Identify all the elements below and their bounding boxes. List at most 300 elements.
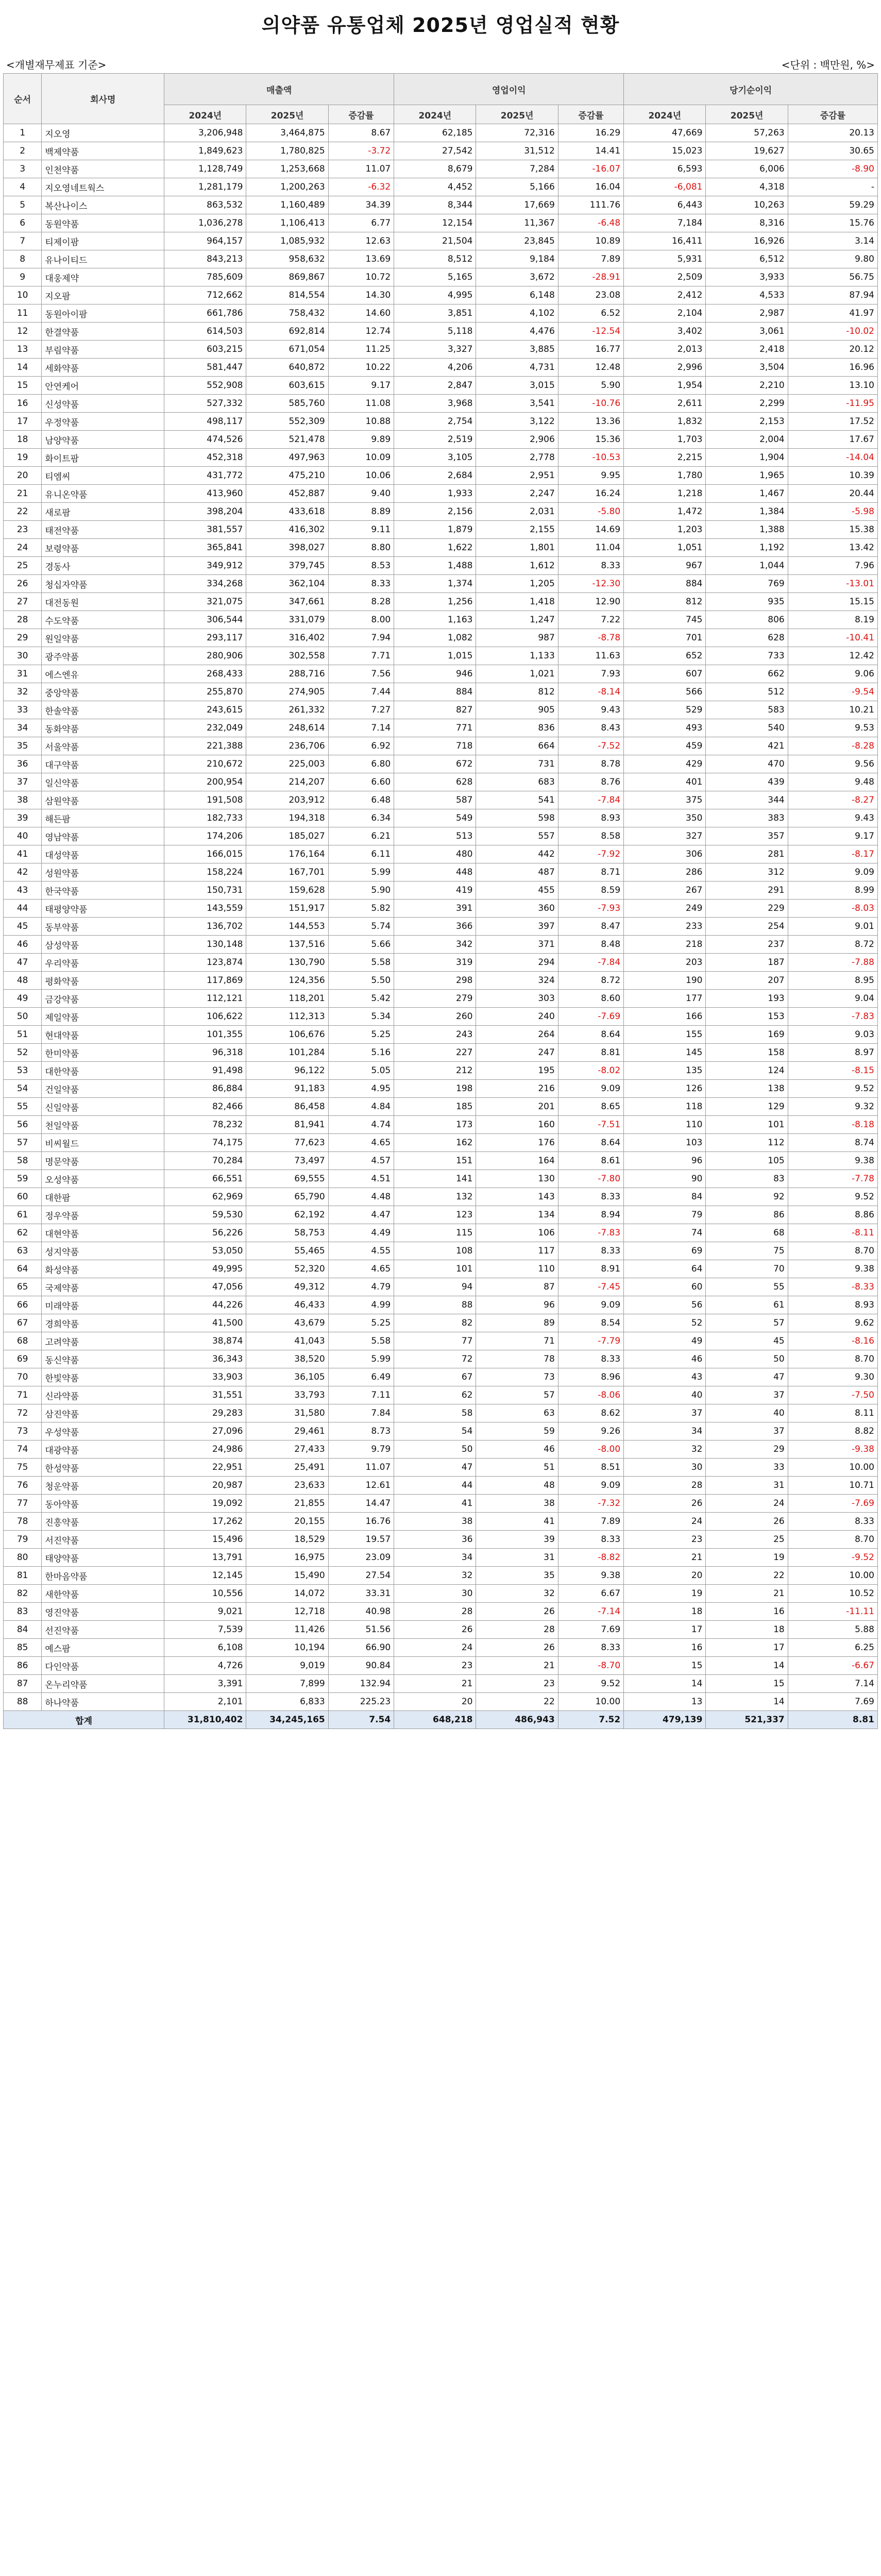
cell-net-2024: 884 [624, 575, 706, 593]
cell-net-2024: 1,703 [624, 431, 706, 449]
cell-op-2025: 160 [476, 1116, 558, 1134]
cell-op-2024: 448 [394, 863, 476, 882]
cell-net-2024: 145 [624, 1044, 706, 1062]
table-row [4, 629, 878, 647]
cell-company: 일신약품 [42, 773, 164, 791]
cell-net-2025: 14 [706, 1693, 788, 1711]
cell-net-2025: 2,299 [706, 395, 788, 413]
table-row [4, 1134, 878, 1152]
cell-net-2024: 20 [624, 1567, 706, 1585]
cell-net-growth: -7.78 [788, 1170, 877, 1188]
cell-company: 진흥약품 [42, 1513, 164, 1531]
cell-net-2025: 3,933 [706, 268, 788, 286]
cell-sales-growth: 5.82 [328, 900, 394, 918]
table-row [4, 1422, 878, 1440]
cell-net-2025: 129 [706, 1098, 788, 1116]
cell-sales-2025: 585,760 [246, 395, 328, 413]
cell-op-2025: 31 [476, 1549, 558, 1567]
cell-op-2025: 2,155 [476, 521, 558, 539]
cell-company: 티엠씨 [42, 467, 164, 485]
cell-company: 천일약품 [42, 1116, 164, 1134]
cell-net-2025: 540 [706, 719, 788, 737]
table-row [4, 232, 878, 250]
cell-sales-2024: 381,557 [164, 521, 246, 539]
cell-op-growth: 8.33 [558, 1639, 623, 1657]
cell-net-2025: 207 [706, 972, 788, 990]
cell-no: 17 [4, 413, 42, 431]
cell-op-growth: 8.76 [558, 773, 623, 791]
cell-net-2025: 21 [706, 1585, 788, 1603]
cell-net-2025: 169 [706, 1026, 788, 1044]
cell-sales-2024: 136,702 [164, 918, 246, 936]
table-row [4, 1621, 878, 1639]
cell-company: 새한약품 [42, 1585, 164, 1603]
cell-company: 경동사 [42, 557, 164, 575]
cell-no: 53 [4, 1062, 42, 1080]
cell-sales-2025: 10,194 [246, 1639, 328, 1657]
cell-net-2025: 105 [706, 1152, 788, 1170]
cell-net-growth: 9.56 [788, 755, 877, 773]
cell-op-2024: 123 [394, 1206, 476, 1224]
cell-sales-2024: 143,559 [164, 900, 246, 918]
cell-op-2025: 106 [476, 1224, 558, 1242]
cell-op-2025: 1,247 [476, 611, 558, 629]
cell-company: 제일약품 [42, 1008, 164, 1026]
cell-net-2024: 23 [624, 1531, 706, 1549]
cell-op-growth: 7.69 [558, 1621, 623, 1639]
cell-net-growth: 7.96 [788, 557, 877, 575]
cell-no: 42 [4, 863, 42, 882]
cell-op-growth: 11.63 [558, 647, 623, 665]
cell-sales-2024: 47,056 [164, 1278, 246, 1296]
cell-net-growth: 9.17 [788, 827, 877, 845]
cell-sales-growth: 6.48 [328, 791, 394, 809]
cell-op-2024: 132 [394, 1188, 476, 1206]
cell-net-2025: 628 [706, 629, 788, 647]
cell-no: 34 [4, 719, 42, 737]
cell-sales-2024: 66,551 [164, 1170, 246, 1188]
cell-net-2025: 6,512 [706, 250, 788, 268]
cell-op-2025: 9,184 [476, 250, 558, 268]
cell-no: 11 [4, 304, 42, 323]
cell-op-2024: 23 [394, 1657, 476, 1675]
cell-net-growth: 30.65 [788, 142, 877, 160]
cell-net-2024: 135 [624, 1062, 706, 1080]
cell-company: 안연케어 [42, 377, 164, 395]
cell-op-2024: 115 [394, 1224, 476, 1242]
cell-op-growth: 8.54 [558, 1314, 623, 1332]
cell-no: 83 [4, 1603, 42, 1621]
table-row [4, 1170, 878, 1188]
cell-net-growth: 10.52 [788, 1585, 877, 1603]
table-row [4, 954, 878, 972]
total-net-2024: 479,139 [624, 1711, 706, 1729]
cell-sales-growth: 7.14 [328, 719, 394, 737]
cell-net-growth: 9.48 [788, 773, 877, 791]
cell-net-2024: 52 [624, 1314, 706, 1332]
header-op-growth: 증감률 [558, 105, 623, 124]
cell-op-2025: 51 [476, 1459, 558, 1477]
cell-net-growth: 9.38 [788, 1260, 877, 1278]
cell-sales-2024: 19,092 [164, 1495, 246, 1513]
cell-op-2025: 1,612 [476, 557, 558, 575]
cell-op-growth: 8.93 [558, 809, 623, 827]
cell-sales-2025: 27,433 [246, 1440, 328, 1459]
cell-sales-2025: 11,426 [246, 1621, 328, 1639]
cell-net-2024: 14 [624, 1675, 706, 1693]
cell-op-2025: 2,778 [476, 449, 558, 467]
cell-op-growth: 16.04 [558, 178, 623, 196]
cell-net-2025: 18 [706, 1621, 788, 1639]
cell-net-2024: 286 [624, 863, 706, 882]
cell-company: 비씨월드 [42, 1134, 164, 1152]
cell-no: 88 [4, 1693, 42, 1711]
cell-net-growth: -8.28 [788, 737, 877, 755]
table-row [4, 196, 878, 214]
cell-sales-2024: 117,869 [164, 972, 246, 990]
cell-net-growth: 7.69 [788, 1693, 877, 1711]
cell-sales-2024: 964,157 [164, 232, 246, 250]
cell-net-2025: 806 [706, 611, 788, 629]
cell-sales-growth: 4.79 [328, 1278, 394, 1296]
cell-sales-2025: 29,461 [246, 1422, 328, 1440]
cell-op-growth: 8.33 [558, 1242, 623, 1260]
cell-net-2024: 49 [624, 1332, 706, 1350]
cell-company: 온누리약품 [42, 1675, 164, 1693]
table-row [4, 647, 878, 665]
cell-no: 27 [4, 593, 42, 611]
cell-net-2025: 421 [706, 737, 788, 755]
table-row [4, 1008, 878, 1026]
cell-company: 광주약품 [42, 647, 164, 665]
cell-sales-growth: 9.11 [328, 521, 394, 539]
cell-op-2025: 59 [476, 1422, 558, 1440]
cell-company: 신일약품 [42, 1098, 164, 1116]
cell-sales-2024: 210,672 [164, 755, 246, 773]
cell-no: 1 [4, 124, 42, 142]
cell-sales-2025: 73,497 [246, 1152, 328, 1170]
cell-op-growth: -12.30 [558, 575, 623, 593]
cell-net-2024: 90 [624, 1170, 706, 1188]
cell-op-2024: 27,542 [394, 142, 476, 160]
cell-sales-growth: 5.42 [328, 990, 394, 1008]
cell-company: 대한약품 [42, 1062, 164, 1080]
cell-company: 영진약품 [42, 1603, 164, 1621]
cell-op-growth: 9.43 [558, 701, 623, 719]
cell-no: 22 [4, 503, 42, 521]
cell-op-growth: 16.29 [558, 124, 623, 142]
cell-op-growth: -7.79 [558, 1332, 623, 1350]
cell-net-growth: 9.43 [788, 809, 877, 827]
cell-company: 삼원약품 [42, 791, 164, 809]
cell-op-2024: 1,163 [394, 611, 476, 629]
cell-net-growth: 41.97 [788, 304, 877, 323]
cell-sales-2025: 112,313 [246, 1008, 328, 1026]
cell-net-2024: 118 [624, 1098, 706, 1116]
cell-op-2025: 2,906 [476, 431, 558, 449]
cell-net-2024: 74 [624, 1224, 706, 1242]
cell-sales-growth: 12.63 [328, 232, 394, 250]
cell-sales-2025: 236,706 [246, 737, 328, 755]
cell-sales-growth: -3.72 [328, 142, 394, 160]
cell-net-2025: 470 [706, 755, 788, 773]
cell-no: 15 [4, 377, 42, 395]
cell-company: 삼진약품 [42, 1404, 164, 1422]
cell-net-growth: 10.39 [788, 467, 877, 485]
cell-op-growth: -16.07 [558, 160, 623, 178]
cell-no: 62 [4, 1224, 42, 1242]
table-body [4, 124, 878, 1711]
table-row [4, 918, 878, 936]
cell-op-2025: 2,247 [476, 485, 558, 503]
cell-op-2025: 3,541 [476, 395, 558, 413]
total-op-2025: 486,943 [476, 1711, 558, 1729]
cell-no: 87 [4, 1675, 42, 1693]
cell-net-growth: 9.01 [788, 918, 877, 936]
cell-net-growth: 8.97 [788, 1044, 877, 1062]
header-no: 순서 [4, 74, 42, 124]
cell-op-2025: 23,845 [476, 232, 558, 250]
cell-company: 선진약품 [42, 1621, 164, 1639]
cell-net-2024: 1,472 [624, 503, 706, 521]
cell-net-2024: 701 [624, 629, 706, 647]
cell-no: 76 [4, 1477, 42, 1495]
cell-sales-growth: 6.92 [328, 737, 394, 755]
table-row [4, 1026, 878, 1044]
cell-net-2024: 2,013 [624, 341, 706, 359]
cell-sales-2024: 2,101 [164, 1693, 246, 1711]
cell-net-2024: 2,611 [624, 395, 706, 413]
cell-op-growth: 8.51 [558, 1459, 623, 1477]
cell-sales-2025: 12,718 [246, 1603, 328, 1621]
cell-sales-growth: 8.67 [328, 124, 394, 142]
cell-net-2024: 3,402 [624, 323, 706, 341]
cell-company: 대전동원 [42, 593, 164, 611]
cell-sales-2025: 552,309 [246, 413, 328, 431]
cell-sales-growth: -6.32 [328, 178, 394, 196]
cell-company: 미래약품 [42, 1296, 164, 1314]
cell-sales-2025: 62,192 [246, 1206, 328, 1224]
cell-op-growth: -6.48 [558, 214, 623, 232]
cell-op-2025: 371 [476, 936, 558, 954]
cell-op-growth: -8.02 [558, 1062, 623, 1080]
cell-op-2024: 4,452 [394, 178, 476, 196]
cell-op-2024: 198 [394, 1080, 476, 1098]
cell-no: 73 [4, 1422, 42, 1440]
cell-op-2024: 587 [394, 791, 476, 809]
cell-sales-2025: 274,905 [246, 683, 328, 701]
cell-net-2024: 26 [624, 1495, 706, 1513]
cell-net-2024: 43 [624, 1368, 706, 1386]
cell-op-growth: -7.14 [558, 1603, 623, 1621]
cell-net-growth: 13.42 [788, 539, 877, 557]
cell-sales-2024: 20,987 [164, 1477, 246, 1495]
cell-sales-growth: 11.07 [328, 160, 394, 178]
cell-company: 대웅제약 [42, 268, 164, 286]
cell-op-growth: 8.59 [558, 882, 623, 900]
cell-op-2025: 38 [476, 1495, 558, 1513]
cell-op-2024: 26 [394, 1621, 476, 1639]
cell-company: 남양약품 [42, 431, 164, 449]
cell-net-2024: 249 [624, 900, 706, 918]
cell-sales-growth: 7.27 [328, 701, 394, 719]
cell-no: 19 [4, 449, 42, 467]
cell-net-growth: 15.38 [788, 521, 877, 539]
cell-net-2025: 2,004 [706, 431, 788, 449]
cell-company: 에스엔유 [42, 665, 164, 683]
cell-net-2025: 1,965 [706, 467, 788, 485]
cell-sales-2025: 23,633 [246, 1477, 328, 1495]
table-row [4, 701, 878, 719]
cell-net-2024: 166 [624, 1008, 706, 1026]
cell-company: 인천약품 [42, 160, 164, 178]
cell-sales-2024: 41,500 [164, 1314, 246, 1332]
cell-op-2025: 2,031 [476, 503, 558, 521]
table-row [4, 1314, 878, 1332]
cell-op-2024: 2,684 [394, 467, 476, 485]
table-row [4, 593, 878, 611]
table-row [4, 809, 878, 827]
cell-sales-growth: 5.66 [328, 936, 394, 954]
cell-sales-2024: 843,213 [164, 250, 246, 268]
cell-op-2024: 212 [394, 1062, 476, 1080]
cell-net-2025: 45 [706, 1332, 788, 1350]
cell-net-2025: 47 [706, 1368, 788, 1386]
cell-no: 66 [4, 1296, 42, 1314]
cell-no: 68 [4, 1332, 42, 1350]
cell-op-2025: 72,316 [476, 124, 558, 142]
cell-sales-growth: 40.98 [328, 1603, 394, 1621]
cell-net-2024: 429 [624, 755, 706, 773]
cell-op-2025: 2,951 [476, 467, 558, 485]
cell-no: 31 [4, 665, 42, 683]
cell-op-growth: 8.43 [558, 719, 623, 737]
cell-sales-2025: 814,554 [246, 286, 328, 304]
cell-op-2025: 32 [476, 1585, 558, 1603]
unit-note: <단위 : 백만원, %> [781, 59, 875, 71]
table-row [4, 1567, 878, 1585]
table-row [4, 1224, 878, 1242]
cell-sales-growth: 7.84 [328, 1404, 394, 1422]
cell-op-2024: 94 [394, 1278, 476, 1296]
cell-op-2025: 731 [476, 755, 558, 773]
cell-net-2025: 37 [706, 1422, 788, 1440]
cell-company: 서울약품 [42, 737, 164, 755]
cell-sales-2024: 243,615 [164, 701, 246, 719]
cell-sales-2024: 334,268 [164, 575, 246, 593]
cell-net-growth: 20.12 [788, 341, 877, 359]
cell-sales-2024: 62,969 [164, 1188, 246, 1206]
cell-no: 4 [4, 178, 42, 196]
cell-net-2024: 15 [624, 1657, 706, 1675]
cell-no: 47 [4, 954, 42, 972]
table-row [4, 1386, 878, 1404]
cell-sales-2025: 159,628 [246, 882, 328, 900]
cell-op-2024: 8,512 [394, 250, 476, 268]
cell-company: 우리약품 [42, 954, 164, 972]
cell-op-2024: 62 [394, 1386, 476, 1404]
cell-net-2025: 935 [706, 593, 788, 611]
cell-sales-2025: 16,975 [246, 1549, 328, 1567]
cell-sales-2024: 349,912 [164, 557, 246, 575]
cell-no: 3 [4, 160, 42, 178]
cell-op-growth: -7.45 [558, 1278, 623, 1296]
cell-op-growth: 8.65 [558, 1098, 623, 1116]
cell-no: 23 [4, 521, 42, 539]
table-row [4, 485, 878, 503]
cell-company: 복산나이스 [42, 196, 164, 214]
cell-op-growth: 8.58 [558, 827, 623, 845]
cell-sales-2025: 144,553 [246, 918, 328, 936]
cell-net-2025: 92 [706, 1188, 788, 1206]
cell-sales-2024: 70,284 [164, 1152, 246, 1170]
cell-net-2025: 583 [706, 701, 788, 719]
cell-no: 8 [4, 250, 42, 268]
cell-no: 78 [4, 1513, 42, 1531]
cell-sales-growth: 4.48 [328, 1188, 394, 1206]
cell-sales-growth: 6.11 [328, 845, 394, 863]
cell-sales-2024: 581,447 [164, 359, 246, 377]
cell-sales-growth: 4.57 [328, 1152, 394, 1170]
cell-no: 54 [4, 1080, 42, 1098]
cell-net-2024: 16 [624, 1639, 706, 1657]
cell-no: 50 [4, 1008, 42, 1026]
cell-net-growth: 8.70 [788, 1531, 877, 1549]
cell-net-2025: 344 [706, 791, 788, 809]
cell-no: 77 [4, 1495, 42, 1513]
cell-op-2025: 836 [476, 719, 558, 737]
table-row [4, 1675, 878, 1693]
cell-net-growth: 9.30 [788, 1368, 877, 1386]
cell-sales-2024: 56,226 [164, 1224, 246, 1242]
cell-op-2025: 3,015 [476, 377, 558, 395]
cell-sales-2025: 416,302 [246, 521, 328, 539]
cell-company: 부림약품 [42, 341, 164, 359]
cell-op-growth: 12.90 [558, 593, 623, 611]
cell-sales-2025: 3,464,875 [246, 124, 328, 142]
cell-net-2024: 47,669 [624, 124, 706, 142]
table-row [4, 304, 878, 323]
cell-sales-growth: 8.00 [328, 611, 394, 629]
cell-sales-growth: 14.30 [328, 286, 394, 304]
cell-op-2024: 2,754 [394, 413, 476, 431]
table-row [4, 1044, 878, 1062]
cell-company: 동원아이팜 [42, 304, 164, 323]
cell-op-2024: 4,995 [394, 286, 476, 304]
cell-sales-growth: 4.74 [328, 1116, 394, 1134]
cell-net-2024: 745 [624, 611, 706, 629]
cell-sales-growth: 8.80 [328, 539, 394, 557]
cell-net-2024: 40 [624, 1386, 706, 1404]
cell-op-2024: 41 [394, 1495, 476, 1513]
cell-net-growth: -8.27 [788, 791, 877, 809]
cell-no: 70 [4, 1368, 42, 1386]
cell-op-growth: 16.24 [558, 485, 623, 503]
cell-sales-2025: 347,661 [246, 593, 328, 611]
cell-no: 39 [4, 809, 42, 827]
cell-sales-2024: 712,662 [164, 286, 246, 304]
cell-sales-2025: 91,183 [246, 1080, 328, 1098]
cell-op-2024: 1,082 [394, 629, 476, 647]
basis-note: <개별재무제표 기준> [6, 59, 107, 71]
cell-sales-growth: 8.89 [328, 503, 394, 521]
cell-net-2024: 6,443 [624, 196, 706, 214]
cell-op-2025: 11,367 [476, 214, 558, 232]
cell-net-2024: 16,411 [624, 232, 706, 250]
cell-op-2025: 195 [476, 1062, 558, 1080]
header-net-income: 당기순이익 [624, 74, 878, 105]
table-row [4, 557, 878, 575]
